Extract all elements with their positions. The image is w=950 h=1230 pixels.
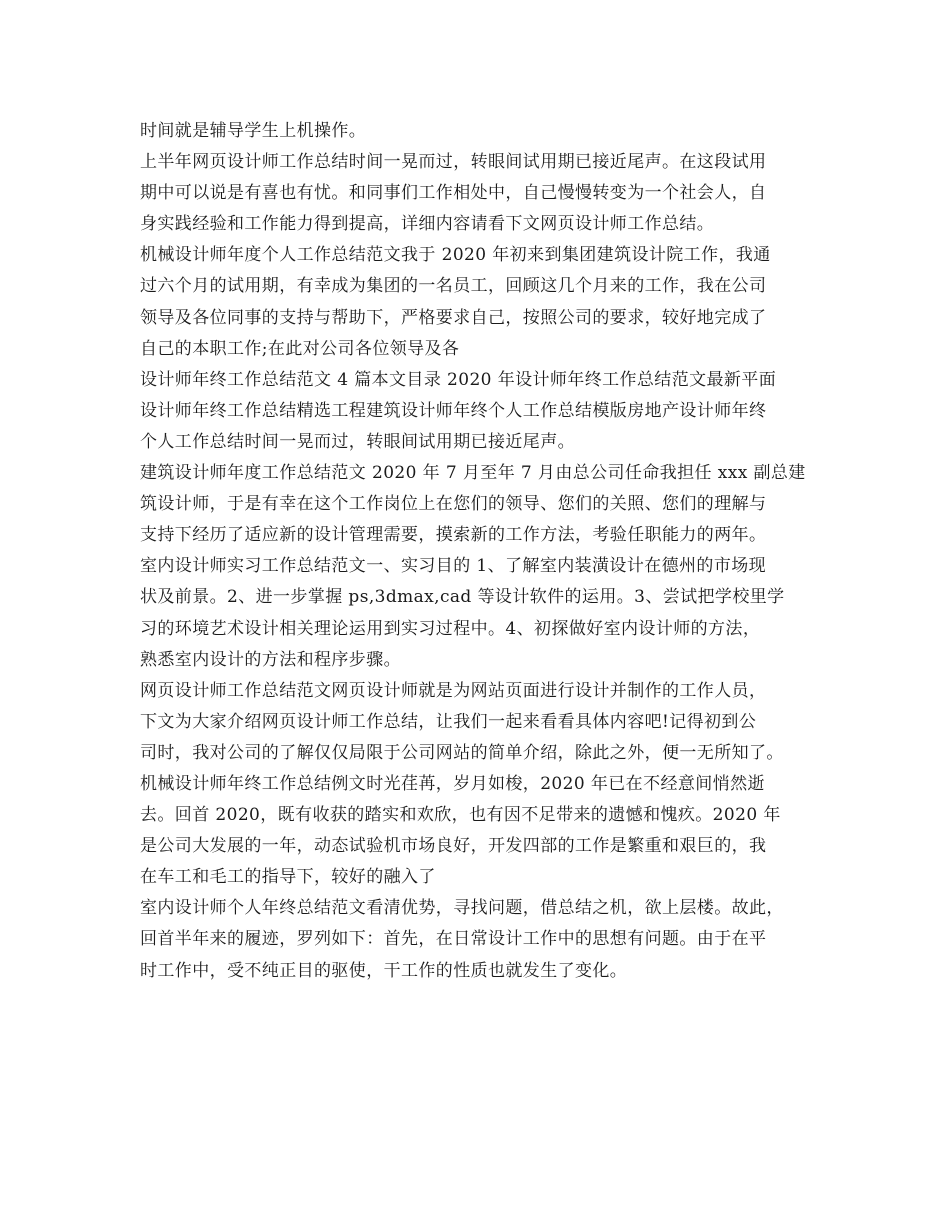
text-line: 期中可以说是有喜也有忧。和同事们工作相处中，自己慢慢转变为一个社会人，自 <box>140 183 767 204</box>
text-line: 时间就是辅导学生上机操作。 <box>140 121 367 141</box>
paragraph <box>140 769 830 893</box>
text-line: 领导及各位同事的支持与帮助下，严格要求自己，按照公司的要求，较好地完成了 <box>140 307 767 328</box>
text-line: 建筑设计师年度工作总结范文 2020 年 7 月至年 7 月由总公司任命我担任 xxx 副总建 <box>140 463 806 484</box>
text-line: 去。回首 2020，既有收获的踏实和欢欣，也有因不足带来的遗憾和愧疚。2020 年 <box>140 805 781 826</box>
text-line: 熟悉室内设计的方法和程序步骤。 <box>140 649 401 670</box>
text-line: 回首半年来的履迹，罗列如下：首先，在日常设计工作中的思想有问题。由于在平 <box>140 929 767 950</box>
text-line: 下文为大家介绍网页设计师工作总结，让我们一起来看看具体内容吧!记得初到公 <box>140 711 757 732</box>
text-line: 身实践经验和工作能力得到提高，详细内容请看下文网页设计师工作总结。 <box>140 214 715 235</box>
text-line: 司时，我对公司的了解仅仅局限于公司网站的简单介绍，除此之外，便一无所知了。 <box>140 742 784 763</box>
text-line: 设计师年终工作总结范文 4 篇本文目录 2020 年设计师年终工作总结范文最新平面 <box>140 369 777 390</box>
text-line: 过六个月的试用期，有幸成为集团的一名员工，回顾这几个月来的工作，我在公司 <box>140 276 767 297</box>
paragraph <box>140 676 830 769</box>
paragraph <box>140 365 830 458</box>
document-body <box>140 116 830 987</box>
paragraph <box>140 551 830 675</box>
text-line: 是公司大发展的一年，动态试验机市场良好，开发四部的工作是繁重和艰巨的，我 <box>140 836 767 857</box>
text-line: 筑设计师，于是有幸在这个工作岗位上在您们的领导、您们的关照、您们的理解与 <box>140 494 767 515</box>
text-line: 在车工和毛工的指导下，较好的融入了 <box>140 867 436 888</box>
text-line: 室内设计师实习工作总结范文一、实习目的 1、了解室内装潢设计在德州的市场现 <box>140 556 767 577</box>
text-line: 上半年网页设计师工作总结时间一晃而过，转眼间试用期已接近尾声。在这段试用 <box>140 152 767 173</box>
text-line: 室内设计师个人年终总结范文看清优势，寻找问题，借总结之机，欲上层楼。故此， <box>140 898 784 919</box>
text-line: 个人工作总结时间一晃而过，转眼间试用期已接近尾声。 <box>140 431 575 452</box>
paragraph <box>140 116 830 147</box>
paragraph <box>140 147 830 240</box>
text-line: 习的环境艺术设计相关理论运用到实习过程中。4、初探做好室内设计师的方法， <box>140 618 761 639</box>
paragraph <box>140 893 830 986</box>
text-line: 支持下经历了适应新的设计管理需要，摸索新的工作方法，考验任职能力的两年。 <box>140 525 767 546</box>
text-line: 自己的本职工作;在此对公司各位领导及各 <box>140 338 460 359</box>
paragraph <box>140 458 830 551</box>
text-line: 设计师年终工作总结精选工程建筑设计师年终个人工作总结模版房地产设计师年终 <box>140 400 767 421</box>
text-line: 网页设计师工作总结范文网页设计师就是为网站页面进行设计并制作的工作人员， <box>140 680 767 701</box>
paragraph <box>140 240 830 364</box>
text-line: 机械设计师年终工作总结例文时光荏苒，岁月如梭，2020 年已在不经意间悄然逝 <box>140 773 765 794</box>
text-line: 状及前景。2、进一步掌握 ps,3dmax,cad 等设计软件的运用。3、尝试把学校里学 <box>140 587 785 608</box>
text-line: 机械设计师年度个人工作总结范文我于 2020 年初来到集团建筑设计院工作，我通 <box>140 245 771 266</box>
text-line: 时工作中，受不纯正目的驱使，干工作的性质也就发生了变化。 <box>140 960 628 981</box>
